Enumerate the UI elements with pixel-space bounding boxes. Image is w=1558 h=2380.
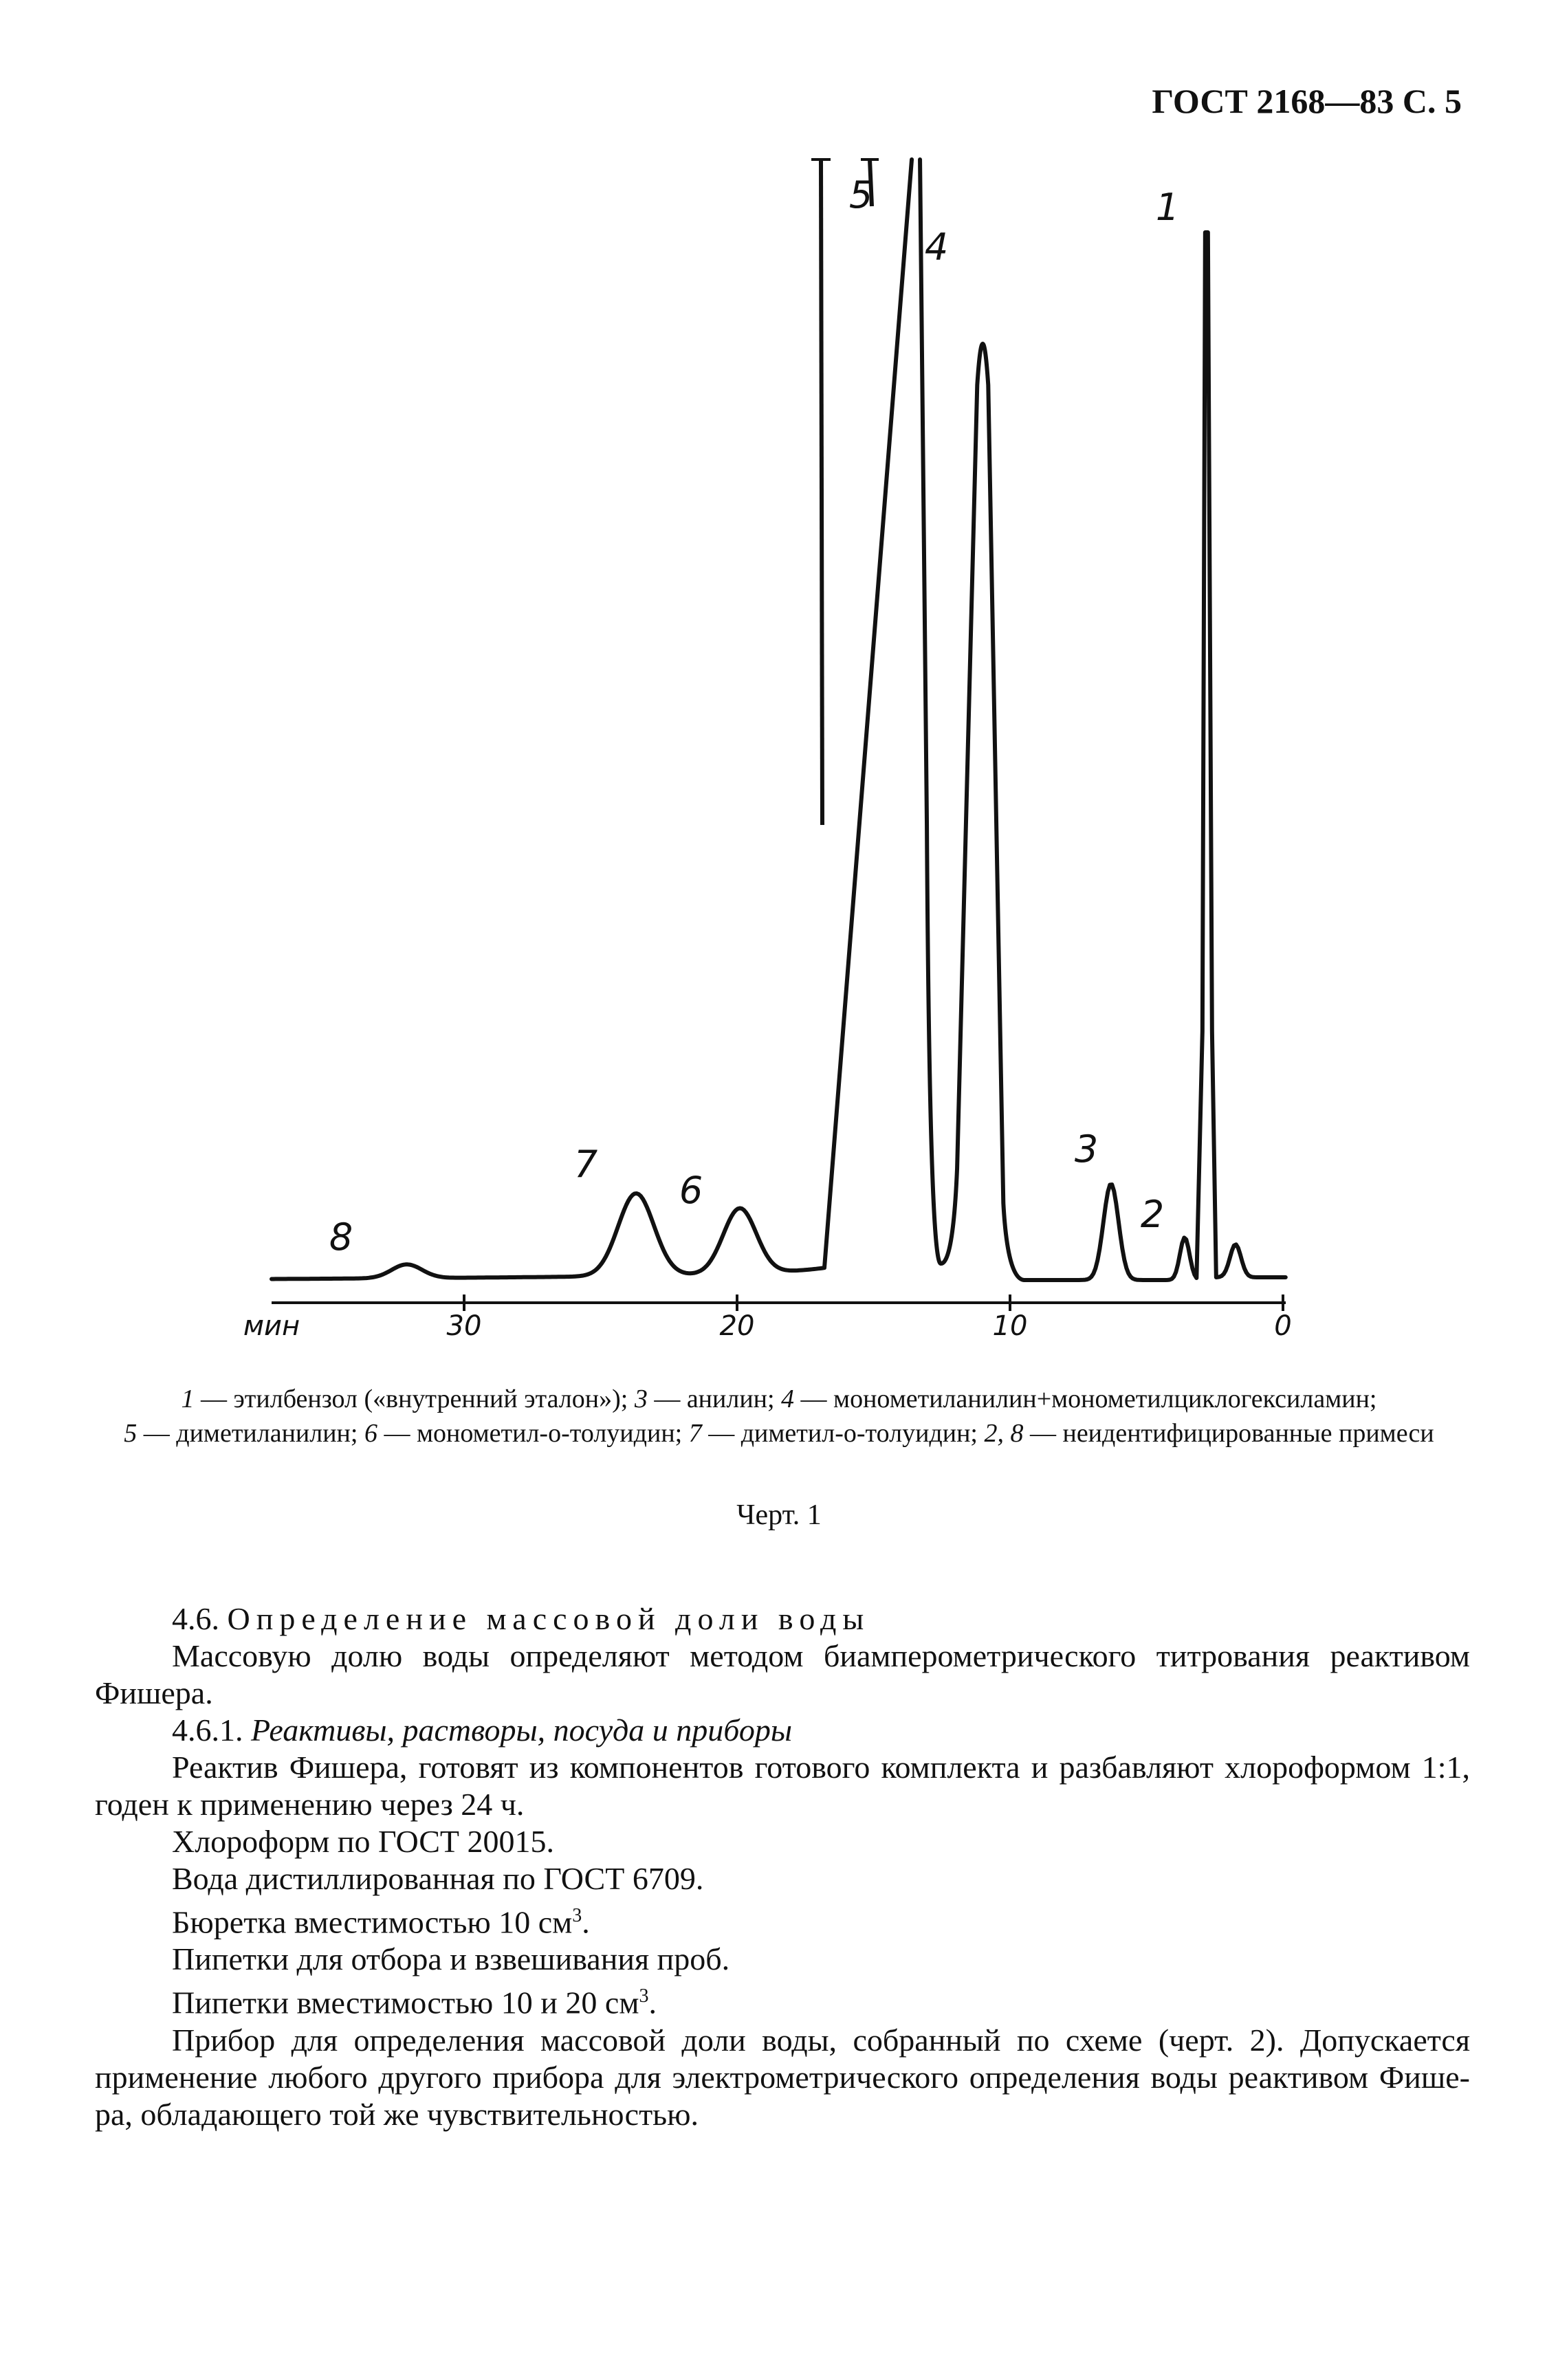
list-item-chloroform: Хлороформ по ГОСТ 20015.	[172, 1824, 555, 1859]
x-tick-label-10: 10	[992, 1310, 1028, 1342]
chromatogram-trace	[272, 159, 1286, 1280]
paragraph-2-continuation: годен к применению через 24 ч.	[95, 1787, 525, 1822]
x-axis-unit-label: мин	[243, 1310, 300, 1342]
signal-trace	[272, 159, 912, 1279]
list-item-burette: Бюретка вместимостью 10 $см^3$.	[172, 1904, 590, 1940]
paragraph-1: Массовую долю воды определяют методом биамперометрического титрования реактивом	[172, 1638, 1470, 1673]
peak-label-6: 6	[679, 1169, 703, 1212]
peak-5-left-flank	[821, 159, 822, 825]
peak-label-7: 7	[573, 1143, 598, 1186]
paragraph-3-line-2: применение любого другого прибора для электрометрического определения воды реактивом Фише-	[95, 2059, 1470, 2095]
peak-label-8: 8	[329, 1215, 353, 1259]
page-header: ГОСТ 2168—83 С. 5	[1152, 82, 1462, 120]
paragraph-2: Реактив Фишера, готовят из компонентов готового комплекта и разбавляют хлороформом 1:1,	[172, 1750, 1470, 1785]
peak-label-2: 2	[1140, 1193, 1165, 1236]
list-item-pipettes-volume: Пипетки вместимостью 10 и 20 $см^3$.	[172, 1985, 657, 2020]
section-body	[95, 1600, 1470, 2133]
x-tick-label-20: 20	[719, 1310, 755, 1342]
peak-label-3: 3	[1074, 1127, 1099, 1171]
list-item-pipettes-sampling: Пипетки для отбора и взвешивания проб.	[172, 1941, 730, 1977]
peak-labels	[329, 173, 1179, 1259]
paragraph-1-continuation: Фишера.	[95, 1675, 213, 1710]
section-heading: 4.6. Определение массовой доли воды	[172, 1601, 870, 1636]
peak-label-1: 1	[1155, 186, 1180, 229]
figure-caption-line-2: 5 — диметиланилин; 6 — монометил-о-толуидин; 7 — диметил-о-толуидин; 2, 8 — неидентифицированные примеси	[124, 1419, 1434, 1448]
x-tick-label-0: 0	[1274, 1310, 1292, 1342]
paragraph-3-line-3: ра, обладающего той же чувствительностью.	[95, 2096, 699, 2132]
list-item-water: Вода дистиллированная по ГОСТ 6709.	[172, 1861, 704, 1896]
peak-label-4: 4	[924, 225, 949, 269]
x-tick-label-30: 30	[446, 1310, 482, 1342]
figure-title: Черт. 1	[736, 1499, 822, 1531]
peak-label-5: 5	[848, 173, 873, 217]
paragraph-3-line-1: Прибор для определения массовой доли воды, собранный по схеме (черт. 2). Допускается	[172, 2022, 1470, 2058]
subsection-heading: 4.6.1. Реактивы, растворы, посуда и приборы	[172, 1712, 792, 1748]
figure-caption-line-1: 1 — этилбензол («внутренний эталон»); 3 — анилин; 4 — монометиланилин+монометилциклогексиламин;	[181, 1385, 1377, 1413]
signal-trace-right-branch	[920, 159, 1286, 1280]
